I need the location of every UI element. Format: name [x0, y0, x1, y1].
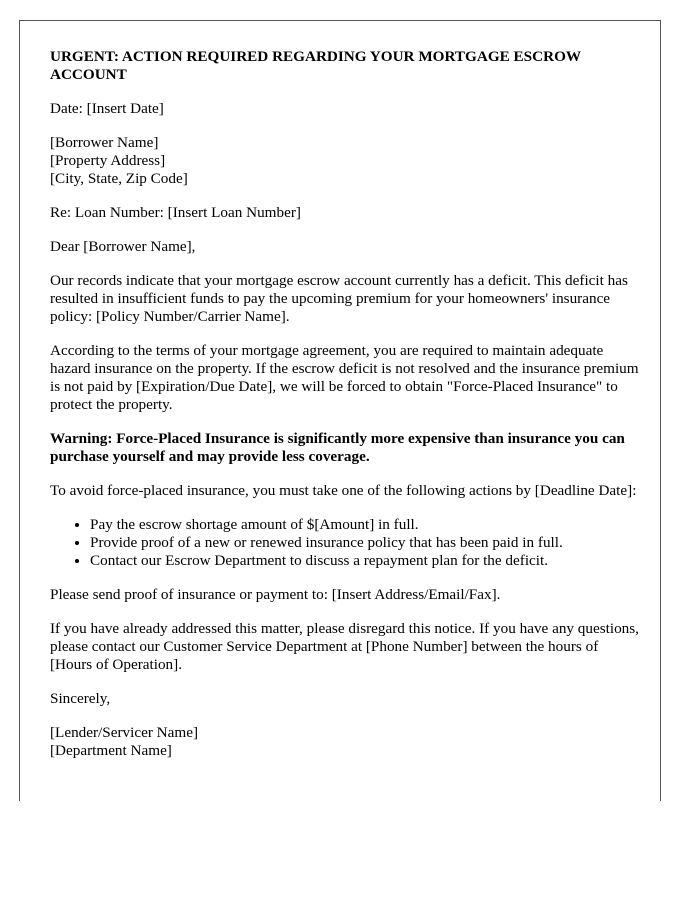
closing-paragraph: If you have already addressed this matter, please disregard this notice. If you have any questions, please contact our Customer Service Department at [Phone Number] between the hours of [Hours of Operation].: [50, 620, 639, 673]
agreement-paragraph: According to the terms of your mortgage agreement, you are required to maintain adequate hazard insurance on the property. If the escrow deficit is not resolved and the insurance premium is not paid by [Expiration/Due Date], we will be forced to obtain "Force-Placed Insurance" to protect the property.: [50, 342, 639, 413]
recipient-address-block: [50, 134, 640, 188]
department-name: [Department Name]: [50, 742, 172, 759]
list-item: • Contact our Escrow Department to discuss a repayment plan for the deficit.: [90, 552, 640, 570]
recipient-property-address: [Property Address]: [50, 152, 166, 169]
recipient-name: [Borrower Name]: [50, 134, 159, 151]
sign-off: Sincerely,: [50, 690, 111, 707]
letter-content: [50, 48, 640, 776]
recipient-city-state-zip: [City, State, Zip Code]: [50, 170, 188, 187]
actions-list: [50, 516, 640, 570]
letter-title: URGENT: ACTION REQUIRED REGARDING YOUR MORTGAGE ESCROW ACCOUNT: [50, 48, 581, 83]
send-proof-paragraph: Please send proof of insurance or payment to: [Insert Address/Email/Fax].: [50, 586, 501, 603]
warning-paragraph: Warning: Force-Placed Insurance is significantly more expensive than insurance you can purchase yourself and may provide less coverage.: [50, 430, 625, 465]
actions-intro: To avoid force-placed insurance, you must take one of the following actions by [Deadline Date]:: [50, 482, 637, 499]
re-line: Re: Loan Number: [Insert Loan Number]: [50, 204, 301, 221]
signature-block: [50, 724, 640, 760]
letter-date: Date: [Insert Date]: [50, 100, 164, 117]
deficit-paragraph: Our records indicate that your mortgage escrow account currently has a deficit. This deficit has resulted in insufficient funds to pay the upcoming premium for your homeowners' insurance policy: [Policy Number/Carrier Name].: [50, 272, 628, 325]
list-item: • Provide proof of a new or renewed insurance policy that has been paid in full.: [90, 534, 640, 552]
lender-name: [Lender/Servicer Name]: [50, 724, 198, 741]
salutation: Dear [Borrower Name],: [50, 238, 196, 255]
letter-page: [19, 20, 661, 801]
list-item: • Pay the escrow shortage amount of $[Amount] in full.: [90, 516, 640, 534]
